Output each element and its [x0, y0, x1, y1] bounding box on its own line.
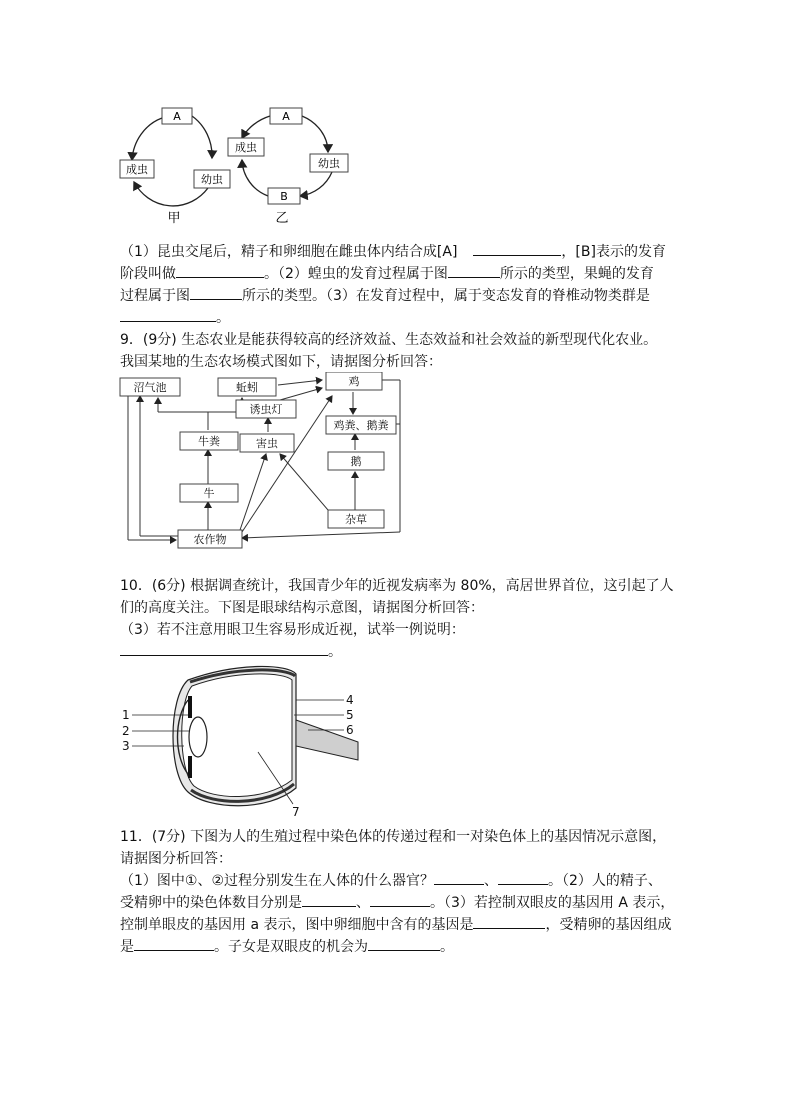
q11-text: 。（3）若控制双眼皮的基因用 A 表示， [430, 895, 675, 911]
eyeball-diagram [118, 660, 363, 820]
yi-label-a: A [282, 110, 290, 123]
q8-text: 。 [216, 310, 230, 326]
yi-caption: 乙 [275, 211, 289, 226]
farm-label-crops: 农作物 [193, 533, 227, 546]
farm-label-cow: 牛 [203, 487, 215, 500]
q11-text: （1）图中①、②过程分别发生在人体的什么器官？ [120, 873, 435, 889]
q11-text: 控制单眼皮的基因用 a 表示，图中卵细胞中含有的基因是 [120, 917, 474, 933]
q8-line1 [120, 241, 666, 263]
q8-blank-b[interactable] [176, 263, 264, 278]
q9-line2: 我国某地的生态农场模式图如下，请据图分析回答： [120, 354, 442, 370]
jia-label-adult: 成虫 [126, 163, 148, 176]
jia-label-a: A [173, 110, 181, 123]
farm-label-weeds: 杂草 [345, 513, 367, 526]
jia-caption: 甲 [167, 211, 181, 226]
q10-blank[interactable] [120, 641, 328, 656]
yi-label-b: B [280, 190, 288, 203]
eye-label-2: 2 [122, 724, 130, 738]
q11-text: 。子女是双眼皮的机会为 [214, 939, 368, 955]
q11-blank-zygote-gene[interactable] [134, 936, 214, 951]
farm-label-biogas: 沼气池 [133, 381, 167, 394]
q11-blank-probability[interactable] [368, 936, 440, 951]
farm-label-chicken: 鸡 [348, 375, 360, 388]
q8-blank-fruitfly[interactable] [190, 285, 242, 300]
q11-text: 受精卵中的染色体数目分别是 [120, 895, 302, 911]
q11-line6 [120, 936, 454, 958]
q11-text: 是 [120, 939, 134, 955]
q8-text: ，[B]表示的发育 [561, 244, 666, 260]
q8-blank-locust[interactable] [448, 263, 500, 278]
q8-text: （1）昆虫交尾后，精子和卵细胞在雌虫体内结合成[A] [120, 244, 458, 260]
q9-line1: 9．(9分) 生态农业是能获得较高的经济效益、生态效益和社会效益的新型现代化农业。 [120, 332, 658, 348]
q11-blank-egg-gene[interactable] [473, 914, 545, 929]
q8-blank-a[interactable] [473, 241, 561, 256]
yi-label-adult: 成虫 [235, 141, 257, 154]
eye-label-7: 7 [292, 805, 300, 819]
q11-text: 、 [484, 873, 499, 889]
cycle-yi [228, 108, 348, 226]
q11-line3 [120, 870, 662, 892]
farm-label-manure: 鸡粪、鹅粪 [333, 419, 389, 432]
q8-line2 [120, 263, 654, 285]
farm-label-goose: 鹅 [350, 455, 362, 468]
q11-text: 。 [440, 939, 454, 955]
jia-label-larva: 幼虫 [201, 173, 223, 186]
eye-label-1: 1 [122, 708, 130, 722]
eye-label-5: 5 [346, 708, 354, 722]
q11-line1: 11．(7分) 下图为人的生殖过程中染色体的传递过程和一对染色体上的基因情况示意图， [120, 829, 667, 845]
farm-label-lamp: 诱虫灯 [249, 403, 283, 416]
q10-line3: （3）若不注意用眼卫生容易形成近视，试举一例说明： [120, 622, 465, 638]
q11-blank-organ1[interactable] [434, 870, 484, 885]
q11-line5 [120, 914, 671, 936]
q8-line4 [120, 307, 230, 329]
q11-blank-zygote[interactable] [370, 892, 430, 907]
q11-text: 。（2）人的精子、 [548, 873, 662, 889]
farm-label-earthworm: 蚯蚓 [236, 381, 258, 394]
q8-line3 [120, 285, 650, 307]
cycle-jia [120, 108, 230, 226]
yi-label-larva: 幼虫 [318, 157, 340, 170]
insect-life-cycle-diagrams [110, 100, 360, 230]
eye-label-6: 6 [346, 723, 354, 737]
eye-label-3: 3 [122, 739, 130, 753]
eye-label-4: 4 [346, 693, 354, 707]
q10-text: 。 [328, 644, 342, 660]
eco-farm-diagram [118, 372, 408, 552]
q11-blank-organ2[interactable] [498, 870, 548, 885]
q8-text: 所示的类型，果蝇的发育 [499, 266, 654, 282]
q10-line2: 们的高度关注。下图是眼球结构示意图，请据图分析回答： [120, 600, 484, 616]
q8-text: 阶段叫做 [120, 266, 176, 282]
q8-text: 。（2）蝗虫的发育过程属于图 [264, 266, 448, 282]
q11-text: 、 [356, 895, 370, 911]
q8-text: 所示的类型。（3）在发育过程中，属于变态发育的脊椎动物类群是 [242, 288, 650, 304]
farm-label-cow-dung: 牛粪 [198, 435, 220, 448]
q8-blank-vertebrate[interactable] [120, 307, 216, 322]
q8-text: 过程属于图 [120, 288, 190, 304]
lens [189, 717, 207, 757]
q10-line1: 10．(6分) 根据调查统计，我国青少年的近视发病率为 80%，高居世界首位，这引起了人 [120, 578, 674, 594]
q11-line2: 请据图分析回答： [120, 851, 232, 867]
q11-blank-sperm[interactable] [302, 892, 356, 907]
q11-line4 [120, 892, 674, 914]
q11-text: ，受精卵的基因组成 [545, 917, 672, 933]
farm-label-pest: 害虫 [256, 437, 278, 450]
